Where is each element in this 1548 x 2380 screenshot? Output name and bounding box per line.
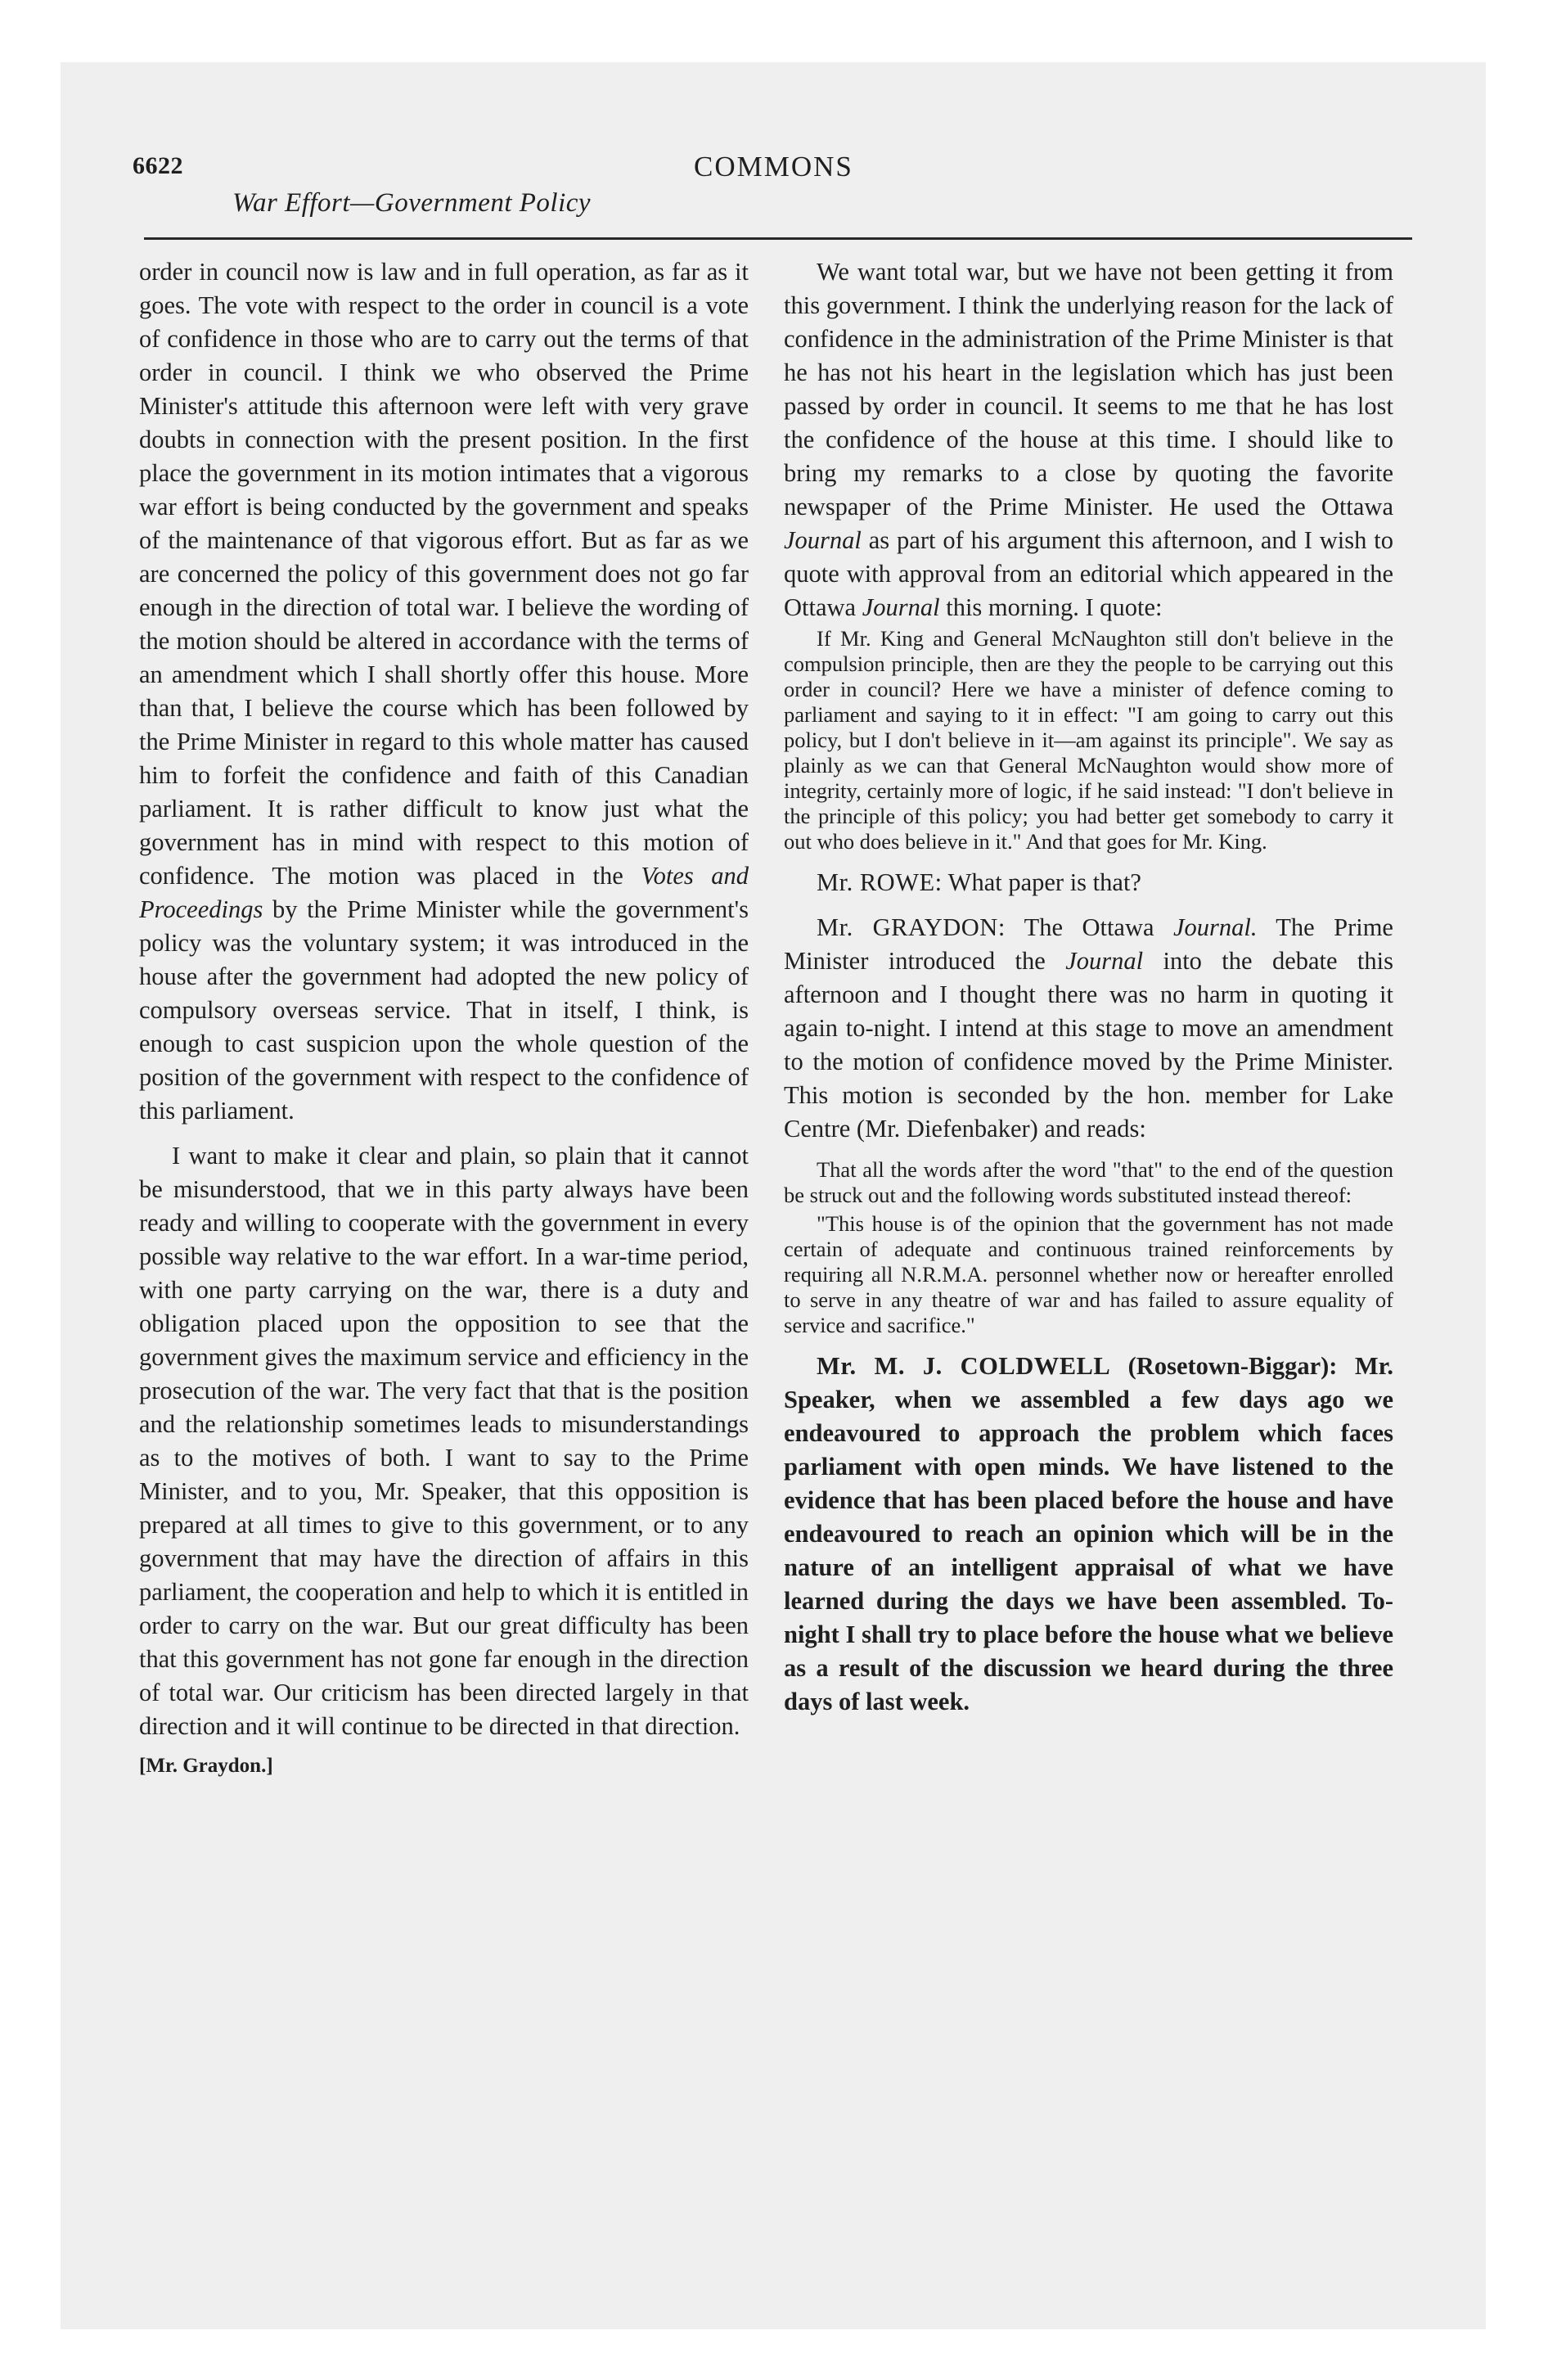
editorial-quote: If Mr. King and General McNaughton still don't believe in the compulsion principle, then are they the people to be carrying out this order in council? Here we have a minister of defence coming to parliament and saying to it in effect: "I am going to carry out this policy, but I don't believe in it—am against its principle". We say as plainly as we can that General McNaughton would show more of integrity, certainly more of logic, if he said instead: "I don't believe in the principle of this policy; you had better get somebody to carry it out who does believe in it." And that goes for Mr. King. — [784, 626, 1393, 854]
rowe-paragraph: Mr. ROWE: What paper is that? — [817, 868, 1141, 896]
right-paragraph-1: We want total war, but we have not been getting it from this government. I think the underlying reason for the lack of confidence in the administration of the Prime Minister is that he has not his heart in the legislation which has just been passed by order in council. It seems to me that he has lost the confidence of the house at this time. I should like to bring my remarks to a close by quoting the favorite newspaper of the Prime Minister. He used the Ottawa Journal as part of his argument this afternoon, and I wish to quote with approval from an editorial which appeared in the Ottawa Journal this morning. I quote: — [784, 258, 1393, 621]
speaker-name: Mr. ROWE: — [817, 868, 943, 896]
header-rule — [144, 237, 1412, 240]
running-title: War Effort—Government Policy — [232, 188, 592, 218]
speaker-name: Mr. M. J. COLDWELL — [817, 1352, 1111, 1380]
page-number: 6622 — [133, 152, 183, 179]
left-column — [139, 255, 749, 1778]
left-paragraph-2: I want to make it clear and plain, so plain that it cannot be misunderstood, that we in this party always have been ready and willing to cooperate with the government in every possible way relative to the war effort. In a war-time period, with one party carrying on the war, there is a duty and obligation placed upon the opposition to see that the government gives the maximum service and efficiency in the prosecution of the war. The very fact that that is the position and the relationship sometimes leads to misunderstandings as to the motives of both. I want to say to the Prime Minister, and to you, Mr. Speaker, that this opposition is prepared at all times to give to this government, or to any government that may have the direction of affairs in this parliament, the cooperation and help to which it is entitled in order to carry on the war. But our great difficulty has been that this government has not gone far enough in the direction of total war. Our criticism has been directed largely in that direction and it will continue to be directed in that direction. — [139, 1142, 749, 1740]
graydon-paragraph: Mr. GRAYDON: The Ottawa Journal. The Prime Minister introduced the Journal into the debate this afternoon and I thought there was no harm in quoting it again to-night. I intend at this stage to move an amendment to the motion of confidence moved by the Prime Minister. This motion is seconded by the hon. member for Lake Centre (Mr. Diefenbaker) and reads: — [784, 913, 1393, 1143]
speaker-name: Mr. GRAYDON: — [817, 913, 1006, 941]
left-paragraph-1: order in council now is law and in full operation, as far as it goes. The vote with respect to the order in council is a vote of confidence in those who are to carry out the terms of that order in council. I think we who observed the Prime Minister's attitude this afternoon were left with very grave doubts in connection with the present position. In the first place the government in its motion intimates that a vigorous war effort is being conducted by the government and speaks of the maintenance of that vigorous effort. But as far as we are concerned the policy of this government does not go far enough in the direction of total war. I believe the wording of the motion should be altered in accordance with the terms of an amendment which I shall shortly offer this house. More than that, I believe the course which has been followed by the Prime Minister in regard to this whole matter has caused him to forfeit the confidence and faith of this Canadian parliament. It is rather difficult to know just what the government has in mind with respect to this motion of confidence. The motion was placed in the Votes and Proceedings by the Prime Minister while the government's policy was the voluntary system; it was introduced in the house after the government had adopted the new policy of compulsory overseas service. That in itself, I think, is enough to cast suspicion upon the whole question of the position of the government with respect to the confidence of this parliament. — [139, 258, 749, 1125]
amendment-intro: That all the words after the word "that" to the end of the question be struck out and the following words substituted instead thereof: — [784, 1157, 1393, 1207]
right-column — [784, 255, 1393, 1719]
speaker-attribution: [Mr. Graydon.] — [139, 1755, 273, 1777]
running-head: COMMONS — [694, 151, 853, 183]
amendment-text: "This house is of the opinion that the government has not made certain of adequate and continuous trained reinforcements by requiring all N.R.M.A. personnel whether now or hereafter enrolled to serve in any theatre of war and has failed to assure equality of service and sacrifice." — [784, 1211, 1393, 1337]
coldwell-paragraph: Mr. M. J. COLDWELL (Rosetown-Biggar): Mr. Speaker, when we assembled a few days ago we endeavoured to approach the problem which faces parliament with open minds. We have listened to the evidence that has been placed before the house and have endeavoured to reach an opinion which will be in the nature of an intelligent appraisal of what we have learned during the days we have been assembled. To-night I shall try to place before the house what we believe as a result of the discussion we heard during the three days of last week. — [784, 1352, 1393, 1715]
